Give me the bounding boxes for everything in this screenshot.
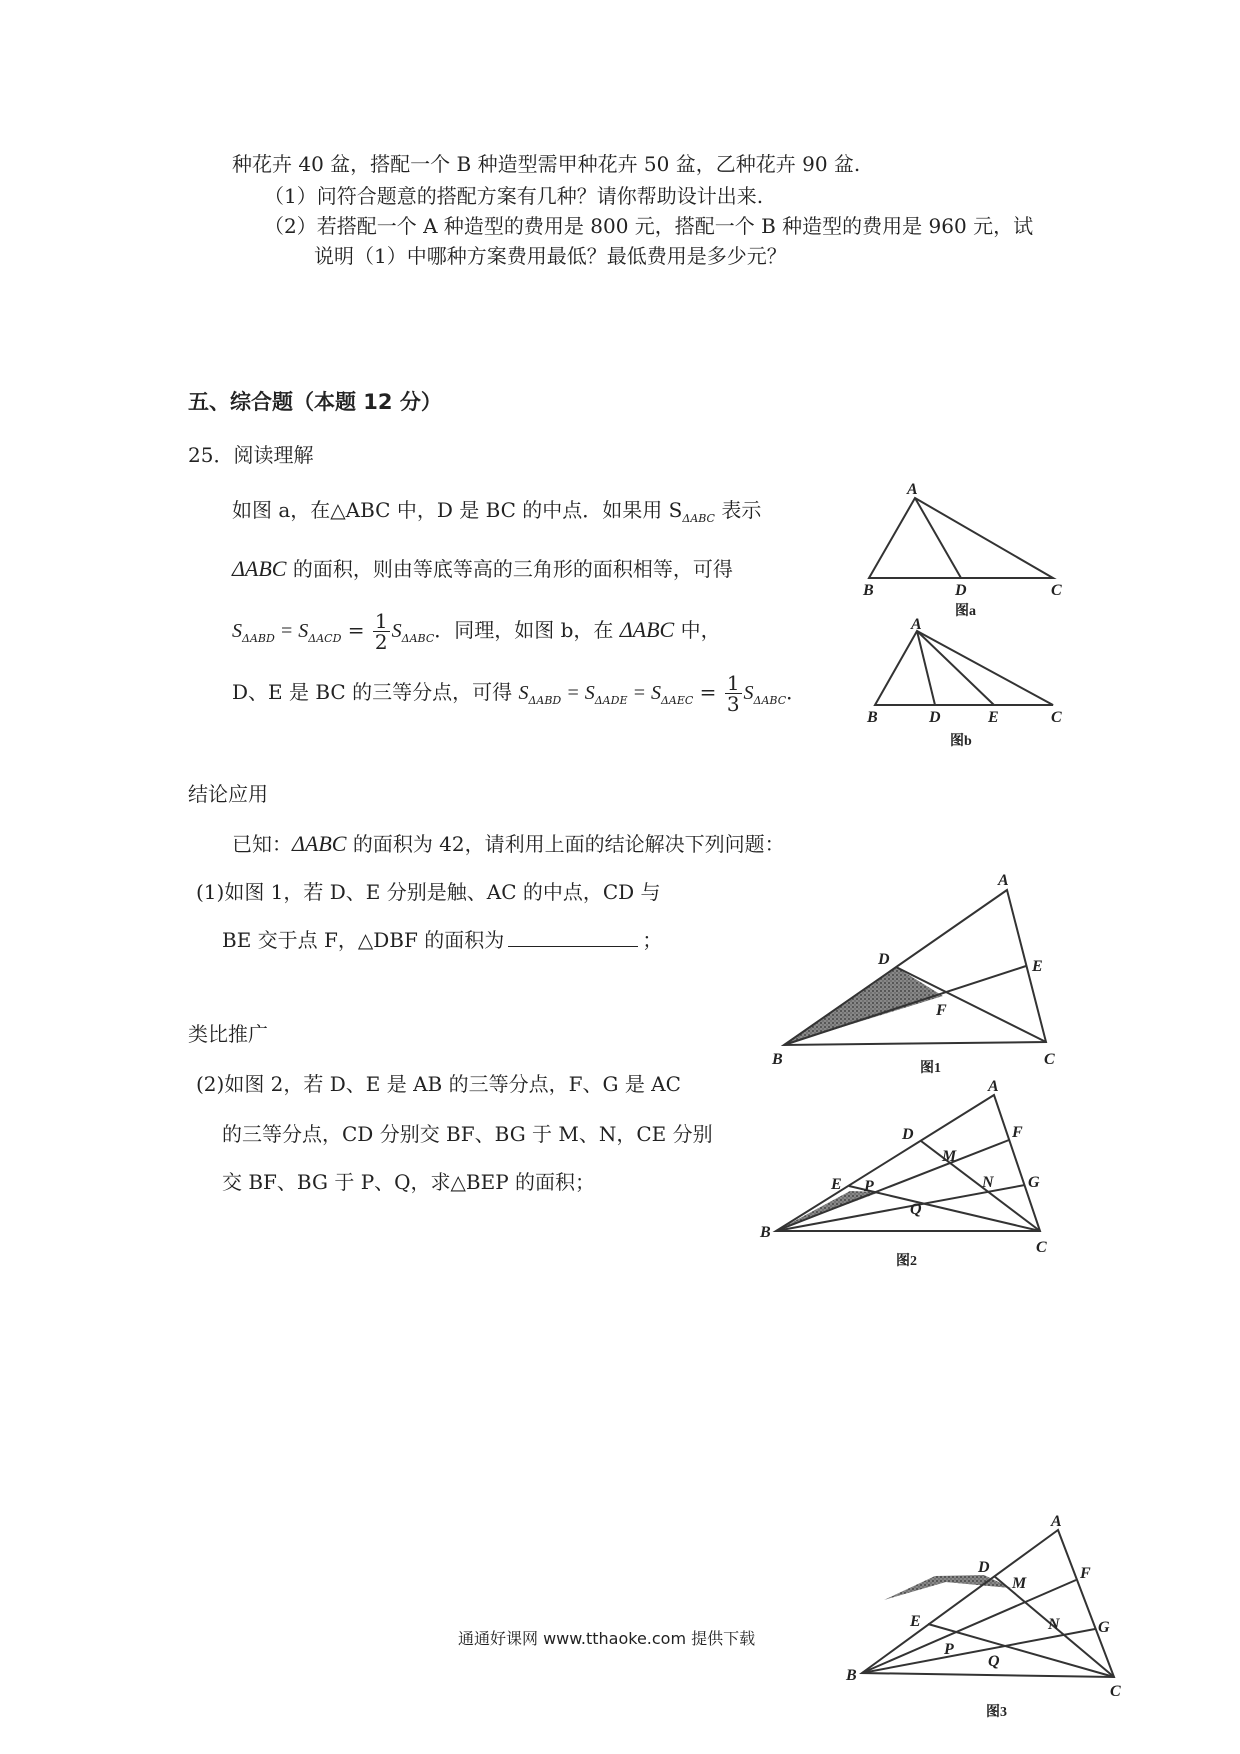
figure-1-label-b: B [772,1051,783,1068]
figure-b-label-b: B [867,709,878,726]
page-footer: 通通好课网 www.tthaoke.com 提供下载 [458,1629,756,1648]
figure-2-label-p: P [864,1178,874,1195]
figure-2-label-n: N [982,1174,994,1191]
figure-a-label-a: A [907,481,918,498]
problem-2-line-2: 的三等分点，CD 分别交 BF、BG 于 M、N，CE 分别 [222,1122,713,1146]
figure-b-segment-ad [917,631,935,705]
problem-2-line-1: (2)如图 2，若 D、E 是 AB 的三等分点，F、G 是 AC [196,1072,681,1096]
top-question-1: （1）问符合题意的搭配方案有几种？请你帮助设计出来. [264,184,764,208]
figure-3-label-e: E [910,1613,921,1630]
top-line-1: 种花卉 40 盆，搭配一个 B 种造型需甲种花卉 50 盆，乙种花卉 90 盆. [232,152,861,176]
problem-1-line-2: BE 交于点 F，△DBF 的面积为 ； [222,928,663,952]
section-heading: 五、综合题（本题 12 分） [188,390,442,414]
figure-2-label-f: F [1012,1124,1023,1141]
figure-3-caption: 图3 [986,1705,1007,1720]
problem-1-line-1: (1)如图 1，若 D、E 分别是触、AC 的中点，CD 与 [196,880,661,904]
figure-b-segment-ae [917,631,994,705]
figure-b-label-a: A [911,616,922,633]
reading-line-3-formula: $S_{\Delta ABD} = S_{\Delta ACD}$ = $\frac{1}{2}$ $S_{\Delta ABC}$．同理，如图 b，在 ΔABC 中， [232,609,721,654]
figure-2-segment-bf [776,1140,1009,1231]
known-condition: 已知：ΔABC 的面积为 42，请利用上面的结论解决下列问题： [232,831,785,856]
figure-3-label-p: P [944,1641,954,1658]
top-question-2-line-1: （2）若搭配一个 A 种造型的费用是 800 元，搭配一个 B 种造型的费用是 960 元，试 [264,214,1034,238]
figure-b-caption: 图b [950,734,972,749]
figure-2-label-e: E [831,1176,842,1193]
figure-1-label-f: F [936,1002,947,1019]
figure-3-segment-bg [862,1629,1095,1673]
figure-1-label-d: D [878,951,890,968]
figure-3-label-q: Q [988,1653,1000,1670]
answer-blank[interactable] [508,926,638,947]
figure-2-caption: 图2 [896,1254,917,1269]
figure-a-label-b: B [863,582,874,599]
figure-a-caption: 图a [955,604,976,618]
figure-b [855,615,1080,755]
figure-b-triangle-abc [875,631,1053,705]
figure-2 [748,1075,1068,1275]
reading-line-2: ΔABC 的面积，则由等底等高的三角形的面积相等，可得 [232,556,733,581]
figure-2-label-m: M [942,1148,957,1165]
question-25-title: 25．阅读理解 [188,443,314,467]
figure-b-label-c: C [1051,709,1062,726]
figure-1-segment-cd [896,967,1046,1042]
figure-3-label-f: F [1080,1565,1091,1582]
figure-2-label-q: Q [910,1201,922,1218]
reading-line-4-formula: D、E 是 BC 的三等分点，可得 $S_{\Delta ABD} = S_{\Delta ADE} = S_{\Delta AEC}$ = $\frac{1}{3}$ $S_{\Delta ABC}$． [232,671,807,716]
top-question-2-line-2: 说明（1）中哪种方案费用最低？最低费用是多少元？ [314,244,787,268]
figure-3-label-a: A [1051,1513,1062,1530]
figure-1-caption: 图1 [920,1061,941,1076]
figure-3-label-b: B [846,1667,857,1684]
figure-3-label-n: N [1048,1616,1060,1633]
figure-3-label-d: D [978,1559,990,1576]
analogy-extension-title: 类比推广 [188,1022,268,1046]
figure-a-triangle-abc [869,498,1053,578]
figure-3-label-g: G [1098,1619,1110,1636]
figure-a-median-ad [915,498,961,578]
figure-2-label-g: G [1028,1174,1040,1191]
conclusion-application-title: 结论应用 [188,782,268,806]
figure-2-label-a: A [988,1078,999,1095]
figure-2-label-c: C [1036,1239,1047,1256]
figure-3 [836,1512,1148,1728]
figure-a [855,478,1080,618]
figure-2-label-d: D [902,1126,914,1143]
figure-a-label-c: C [1051,582,1062,599]
figure-1-label-a: A [998,872,1009,889]
reading-line-1: 如图 a，在△ABC 中，D 是 BC 的中点．如果用 $S_{\Delta ABC}$ 表示 [232,498,762,525]
problem-2-line-3: 交 BF、BG 于 P、Q，求△BEP 的面积； [222,1170,596,1194]
figure-b-label-e: E [988,709,999,726]
figure-1 [760,870,1070,1080]
figure-1-label-e: E [1032,958,1043,975]
figure-3-label-m: M [1012,1575,1027,1592]
figure-b-label-d: D [929,709,941,726]
figure-a-label-d: D [955,582,967,599]
figure-1-label-c: C [1044,1051,1055,1068]
figure-3-label-c: C [1110,1683,1121,1700]
figure-2-label-b: B [760,1224,771,1241]
